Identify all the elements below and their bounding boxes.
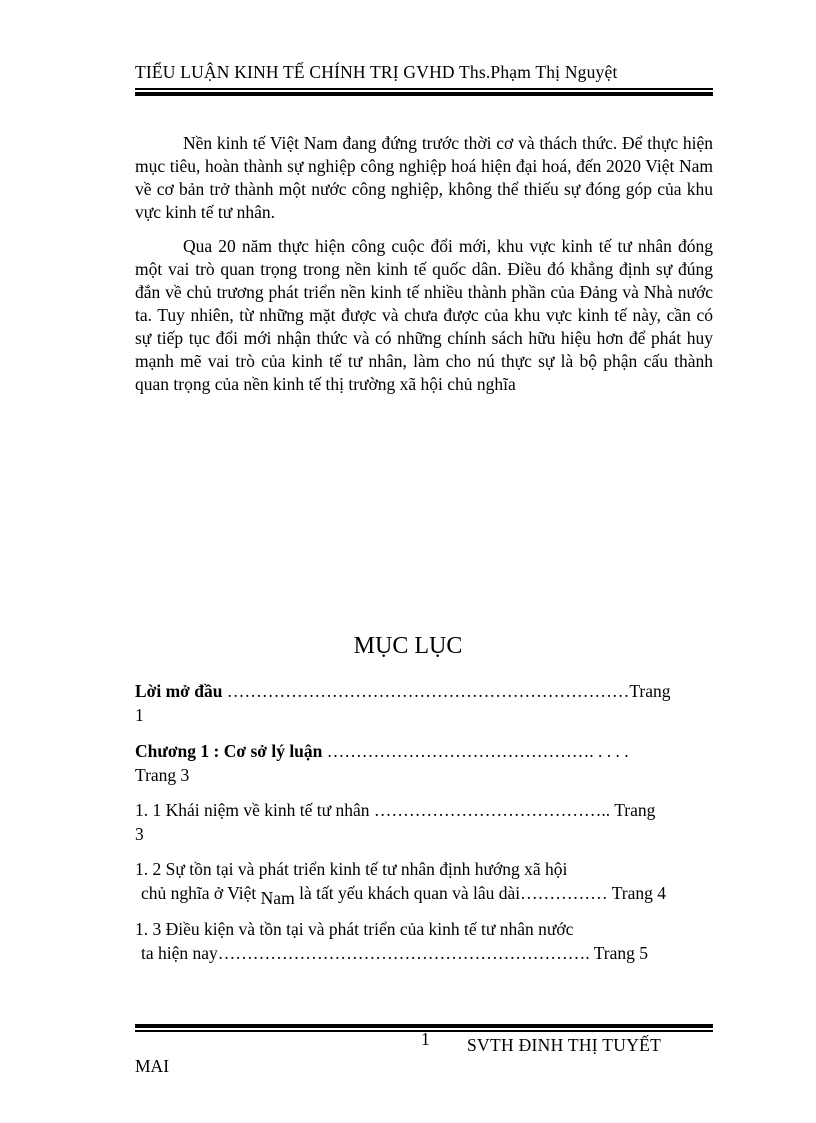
toc-item-line: chủ nghĩa ở Việt [141,883,261,903]
toc-item-line: 1. 3 Điều kiện và tồn tại và phát triển của kinh tế tư nhân nước [135,919,574,939]
footer-rule-thick [135,1024,713,1028]
page-number: 1 [421,1029,430,1049]
toc-item-leader: ……………………………………………………………Trang [222,681,671,701]
footer-student-name: SVTH ĐINH THỊ TUYẾT [467,1035,662,1055]
intro-paragraph-2: Qua 20 năm thực hiện công cuộc đổi mới, khu vực kinh tế tư nhân đóng một vai trò quan trọng trong nền kinh tế quốc dân. Điều đó khẳng định sự đúng đắn về chủ trương phát triển nền kinh tế nhiều thành phần của Đảng và Nhà nước ta. Tuy nhiên, từ những mặt được và chưa được của khu vực kinh tế này, cần có sự tiếp tục đổi mới nhận thức và có những chính sách hữu hiệu hơn để phát huy mạnh mẽ vai trò của kinh tế tư nhân, làm cho nú thực sự là bộ phận cấu thành quan trọng của nền kinh tế thị trường xã hội chủ nghĩa [135,236,713,394]
footer-student-name-cont: MAI [135,1056,170,1076]
header-rule-thick [135,92,713,96]
toc-item-1-1 [135,798,719,846]
toc-title: MỤC LỤC [353,633,463,659]
toc-item-line: là tất yếu khách quan và lâu dài…………… Trang 4 [294,883,667,903]
toc-item-line: 1. 2 Sự tồn tại và phát triển kinh tế tư nhân định hướng xã hội [135,859,568,879]
toc-item-leader: ………………………………………. . . . . [322,741,629,761]
intro-paragraph-1: Nền kinh tế Việt Nam đang đứng trước thời cơ và thách thức. Để thực hiện mục tiêu, hoàn thành sự nghiệp công nghiệp hoá hiện đại hoá, đến 2020 Việt Nam về cơ bản trở thành một nước công nghiệp, không thể thiếu sự đóng góp của khu vực kinh tế tư nhân. [135,133,713,222]
toc-item-label: Lời mở đầu [135,681,223,701]
toc-item-line: ta hiện nay………………………………………………………. Trang 5 [141,943,649,963]
toc-item-word: Nam [260,888,295,908]
toc-item-label: Chương 1 : Cơ sở lý luận [135,741,323,761]
toc-item-page: 1 [135,705,144,725]
toc-item-intro [135,679,719,727]
toc-item-page: 3 [135,824,144,844]
toc-item-1-3 [135,917,719,965]
page-header: TIỂU LUẬN KINH TẾ CHÍNH TRỊ GVHD Ths.Phạm Thị Nguyệt [135,62,618,82]
toc-item-1-2 [135,857,719,908]
toc-item-page: Trang 3 [135,765,190,785]
toc-item-line: 1. 1 Khái niệm về kinh tế tư nhân ………………………………….. Trang [135,800,656,820]
toc-item-chapter-1 [135,739,719,787]
header-rule-thin [135,88,713,90]
